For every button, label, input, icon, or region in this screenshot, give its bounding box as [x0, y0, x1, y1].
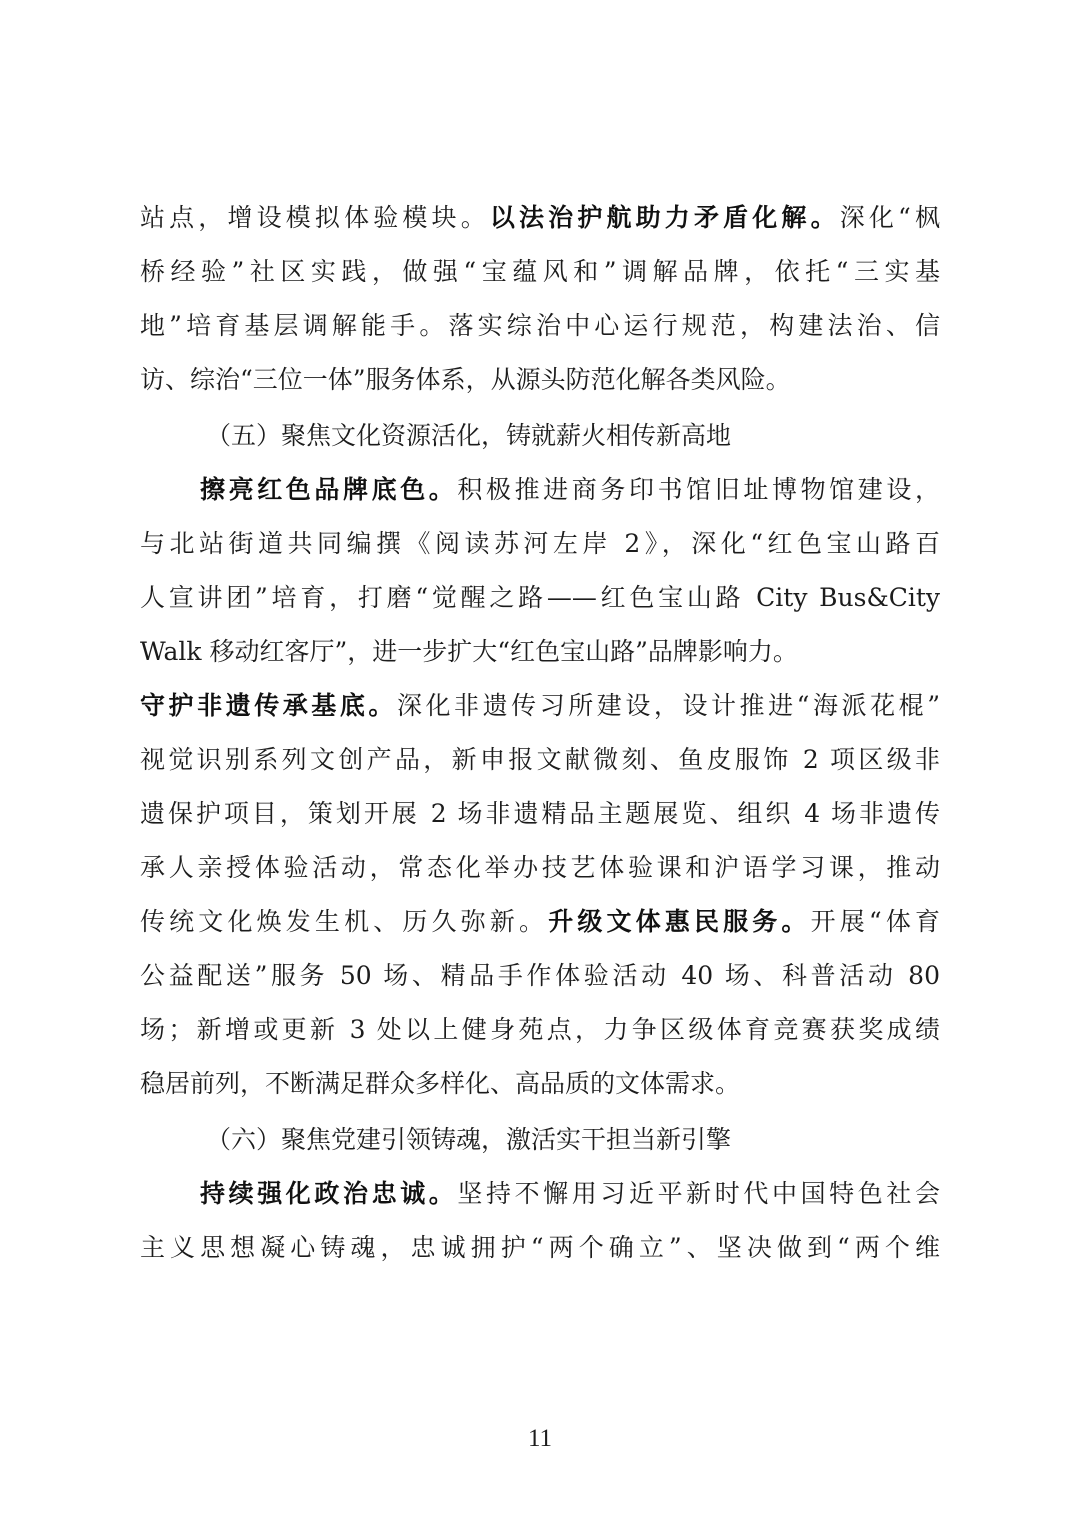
bold-lead-phrase: 持续强化政治忠诚。	[200, 1179, 458, 1208]
text-segment: 深化“枫	[839, 203, 940, 232]
text-line	[140, 191, 940, 245]
text-line: 桥经验”社区实践，做强“宝蕴风和”调解品牌，依托“三实基	[140, 257, 940, 286]
text-segment: 坚持不懈用习近平新时代中国特色社会	[457, 1179, 940, 1208]
section-heading: （五）聚焦文化资源活化，铸就薪火相传新高地	[206, 421, 732, 450]
text-line: 访、综治“三位一体”服务体系，从源头防范化解各类风险。	[140, 365, 791, 394]
text-line: 稳居前列，不断满足群众多样化、高品质的文体需求。	[140, 1069, 741, 1098]
text-line	[140, 895, 940, 949]
document-body	[140, 191, 940, 1275]
text-segment: 深化非遗传习所建设，设计推进“海派花棍”	[396, 691, 940, 720]
page-number: 11	[527, 1425, 553, 1452]
bold-lead-phrase: 擦亮红色品牌底色。	[200, 475, 458, 504]
text-line	[140, 679, 940, 733]
text-line: 视觉识别系列文创产品，新申报文献微刻、鱼皮服饰 2 项区级非	[140, 745, 940, 774]
text-line	[140, 463, 940, 517]
text-line: 地”培育基层调解能手。落实综治中心运行规范，构建法治、信	[140, 311, 940, 340]
bold-lead-phrase: 升级文体惠民服务。	[548, 907, 811, 936]
text-line	[140, 1167, 940, 1221]
text-segment: 站点，增设模拟体验模块。	[140, 203, 490, 232]
text-segment: 传统文化焕发生机、历久弥新。	[140, 907, 549, 936]
text-line: 场；新增或更新 3 处以上健身苑点，力争区级体育竞赛获奖成绩	[140, 1015, 940, 1044]
section-heading: （六）聚焦党建引领铸魂，激活实干担当新引擎	[206, 1125, 732, 1154]
text-segment: 积极推进商务印书馆旧址博物馆建设，	[457, 475, 940, 504]
text-line: 遗保护项目，策划开展 2 场非遗精品主题展览、组织 4 场非遗传	[140, 799, 940, 828]
text-line: 承人亲授体验活动，常态化举办技艺体验课和沪语学习课，推动	[140, 853, 940, 882]
text-line: 主义思想凝心铸魂，忠诚拥护“两个确立”、坚决做到“两个维	[140, 1233, 940, 1262]
text-line: Walk 移动红客厅”，进一步扩大“红色宝山路”品牌影响力。	[140, 637, 798, 666]
text-segment: 开展“体育	[810, 907, 940, 936]
text-line: 人宣讲团”培育，打磨“觉醒之路——红色宝山路 City Bus&City	[140, 583, 940, 612]
text-line: 与北站街道共同编撰《阅读苏河左岸 2》，深化“红色宝山路百	[140, 529, 940, 558]
text-line: 公益配送”服务 50 场、精品手作体验活动 40 场、科普活动 80	[140, 961, 940, 990]
bold-lead-phrase: 守护非遗传承基底。	[140, 691, 397, 720]
bold-lead-phrase: 以法治护航助力矛盾化解。	[489, 203, 840, 232]
